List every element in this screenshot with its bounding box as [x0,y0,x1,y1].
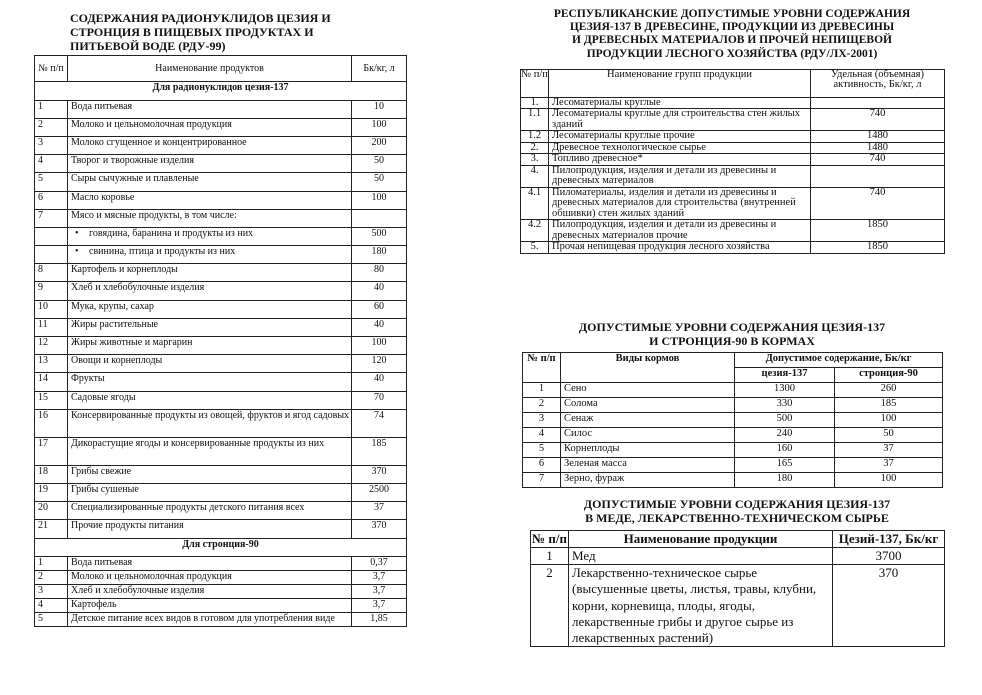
title-line: ПРОДУКЦИИ ЛЕСНОГО ХОЗЯЙСТВА (РДУ/ЛХ-2001) [586,47,878,60]
row-number: 2 [35,118,68,136]
row-group: Пиломатериалы, изделия и детали из древесины и древесных материалов для строительства (внутренней обшивки) стен жилых зданий [549,187,811,220]
row-product: Молоко сгущенное и концентрированное [68,136,352,154]
row-value: 100 [352,191,407,209]
row-feed: Солома [561,397,735,412]
row-number: 18 [35,465,68,483]
table-row [35,282,407,300]
row-number [35,227,68,245]
row-value: 180 [352,246,407,264]
table-row [35,300,407,318]
row-number: 9 [35,282,68,300]
header-group: Наименование групп продукции [549,69,811,97]
row-number: 16 [35,409,68,437]
title-line: И СТРОНЦИЯ-90 В КОРМАХ [649,333,815,348]
row-number: 1.1 [521,109,549,131]
table-row [35,373,407,391]
row-number: 5. [521,242,549,254]
title-line: РЕСПУБЛИКАНСКИЕ ДОПУСТИМЫЕ УРОВНИ СОДЕРЖАНИЯ [553,8,911,20]
title-line: ПИТЬЕВОЙ ВОДЕ (РДУ-99) [70,38,226,53]
table-row [35,337,407,355]
row-group: Пилопродукция, изделия и детали из древесины и древесных материалов прочие [549,220,811,242]
row-number: 10 [35,300,68,318]
row-product: Специализированные продукты детского питания всех [68,502,352,520]
row-product: Мясо и мясные продукты, в том числе: [68,209,352,227]
row-value: 3,7 [352,598,407,612]
row-product: • свинина, птица и продукты из них [68,246,352,264]
row-group: Прочая непищевая продукция лесного хозяйства [549,242,811,254]
feed-table-title [522,321,942,349]
row-value: 3,7 [352,570,407,584]
header-product: Наименование продуктов [68,56,352,82]
section-cesium: Для радионуклидов цезия-137 [35,82,407,100]
row-value: 1480 [811,142,945,154]
row-feed: Зеленая масса [561,457,735,472]
table-row [521,142,945,154]
row-product: Мука, крупы, сахар [68,300,352,318]
wood-table-title [520,8,944,61]
table-row [35,209,407,227]
row-number: 5 [35,173,68,191]
header-cesium: цезия-137 [735,367,835,382]
row-strontium: 185 [835,397,943,412]
row-strontium: 37 [835,442,943,457]
row-product: Вода питьевая [68,556,352,570]
row-number: 4 [35,155,68,173]
table-row [35,409,407,437]
header-product: Наименование продукции [569,530,833,547]
row-group: Лесоматериалы круглые прочие [549,131,811,143]
row-number: 2 [531,565,569,647]
table-row [35,556,407,570]
row-number: 8 [35,264,68,282]
title-line: И ДРЕВЕСНЫХ МАТЕРИАЛОВ И ПРОЧЕЙ НЕПИЩЕВОЙ [572,34,892,47]
honey-table [530,530,945,648]
table-row [35,227,407,245]
table-row [35,612,407,626]
table-row [521,165,945,187]
row-value: 1,85 [352,612,407,626]
row-number: 1 [35,556,68,570]
row-number: 1.2 [521,131,549,143]
row-value [352,209,407,227]
table-row [35,502,407,520]
row-strontium: 260 [835,382,943,397]
header-feed-type: Виды кормов [561,352,735,382]
honey-table-title [530,498,944,526]
table-row [523,472,943,487]
row-product: Мед [569,547,833,564]
table-row [531,565,945,647]
row-strontium: 100 [835,412,943,427]
table-row [523,457,943,472]
row-feed: Сено [561,382,735,397]
row-number: 2. [521,142,549,154]
table-row [35,584,407,598]
table-row [523,412,943,427]
row-number: 12 [35,337,68,355]
row-value: 120 [352,355,407,373]
table-row [35,355,407,373]
table-row [35,100,407,118]
row-strontium: 37 [835,457,943,472]
header-activity: Удельная (объемная) активность, Бк/кг, л [811,69,945,97]
row-value: 40 [352,318,407,336]
row-product: Прочие продукты питания [68,520,352,538]
table-row [35,598,407,612]
row-value: 1850 [811,220,945,242]
row-number: 1. [521,97,549,109]
row-product: Грибы свежие [68,465,352,483]
row-number: 15 [35,391,68,409]
row-product: Дикорастущие ягоды и консервированные продукты из них [68,437,352,465]
row-value: 80 [352,264,407,282]
row-cesium: 330 [735,397,835,412]
row-feed: Силос [561,427,735,442]
row-value: 200 [352,136,407,154]
row-value: 40 [352,282,407,300]
row-cesium: 165 [735,457,835,472]
row-number: 3. [521,154,549,166]
row-product: Хлеб и хлебобулочные изделия [68,282,352,300]
table-row [35,570,407,584]
row-product: Консервированные продукты из овощей, фруктов и ягод садовых [68,409,352,437]
table-row [521,242,945,254]
table-row [35,191,407,209]
row-number: 14 [35,373,68,391]
row-value: 370 [833,565,945,647]
table-row [35,246,407,264]
row-product: Жиры растительные [68,318,352,336]
table-row [35,391,407,409]
row-product: Овощи и корнеплоды [68,355,352,373]
table-row [523,382,943,397]
title-line: В МЕДЕ, ЛЕКАРСТВЕННО-ТЕХНИЧЕСКОМ СЫРЬЕ [585,510,889,525]
table-row [523,442,943,457]
row-cesium: 160 [735,442,835,457]
feed-table-block [522,321,942,488]
row-product: Лекарственно-техническое сырье (высушенные цветы, листья, травы, клубни, корни, корневища, плоды, ягоды, лекарственные грибы и другое сырье из лекарственных растений) [569,565,833,647]
table-row [35,136,407,154]
header-number: № п/п [521,69,549,97]
row-value [811,97,945,109]
title-line: ДОПУСТИМЫЕ УРОВНИ СОДЕРЖАНИЯ ЦЕЗИЯ-137 [583,497,891,511]
row-number: 6 [523,457,561,472]
row-feed: Корнеплоды [561,442,735,457]
row-value: 10 [352,100,407,118]
row-value: 2500 [352,483,407,501]
table-row [521,109,945,131]
table-row [35,318,407,336]
row-number: 4 [35,598,68,612]
table-row [523,397,943,412]
row-value: 74 [352,409,407,437]
honey-table-block [530,498,944,647]
row-product: Картофель и корнеплоды [68,264,352,282]
row-value: 0,37 [352,556,407,570]
food-table-title [62,12,406,53]
row-product: Детское питание всех видов в готовом для употребления виде [68,612,352,626]
row-cesium: 1300 [735,382,835,397]
row-group: Топливо древесное* [549,154,811,166]
header-number: № п/п [35,56,68,82]
row-product: Вода питьевая [68,100,352,118]
row-strontium: 50 [835,427,943,442]
row-number: 3 [35,136,68,154]
table-row [521,187,945,220]
row-value: 100 [352,118,407,136]
table-row [35,465,407,483]
row-number: 6 [35,191,68,209]
table-row [521,131,945,143]
row-number: 4 [523,427,561,442]
row-value: 50 [352,173,407,191]
row-product: Садовые ягоды [68,391,352,409]
wood-table-block [520,8,944,254]
header-number: № п/п [523,352,561,382]
row-feed: Зерно, фураж [561,472,735,487]
header-strontium: стронция-90 [835,367,943,382]
row-value: 740 [811,109,945,131]
row-product: • говядина, баранина и продукты из них [68,227,352,245]
row-value: 500 [352,227,407,245]
row-value: 1480 [811,131,945,143]
row-product: Сыры сычужные и плавленые [68,173,352,191]
header-unit: Бк/кг, л [352,56,407,82]
row-value: 740 [811,154,945,166]
table-row [521,97,945,109]
row-number: 2 [35,570,68,584]
section-strontium: Для стронция-90 [35,538,407,556]
table-row [35,173,407,191]
row-group: Пилопродукция, изделия и детали из древесины и древесных материалов [549,165,811,187]
row-number: 17 [35,437,68,465]
title-line: СОДЕРЖАНИЯ РАДИОНУКЛИДОВ ЦЕЗИЯ И [70,11,331,25]
table-row [35,520,407,538]
row-value: 60 [352,300,407,318]
row-product: Фрукты [68,373,352,391]
row-product: Грибы сушеные [68,483,352,501]
row-number: 4. [521,165,549,187]
row-value: 50 [352,155,407,173]
header-allowed: Допустимое содержание, Бк/кг [735,352,943,367]
row-value: 40 [352,373,407,391]
food-table [34,55,407,626]
row-number: 7 [35,209,68,227]
row-number: 11 [35,318,68,336]
row-number: 21 [35,520,68,538]
row-cesium: 240 [735,427,835,442]
row-value: 3700 [833,547,945,564]
row-value: 185 [352,437,407,465]
row-value: 70 [352,391,407,409]
row-number: 4.1 [521,187,549,220]
row-feed: Сенаж [561,412,735,427]
row-number: 2 [523,397,561,412]
row-value: 37 [352,502,407,520]
row-value: 1850 [811,242,945,254]
row-product: Картофель [68,598,352,612]
row-number: 5 [35,612,68,626]
row-product: Молоко и цельномолочная продукция [68,570,352,584]
table-row [531,547,945,564]
feed-table [522,352,943,488]
table-row [521,220,945,242]
row-group: Древесное технологическое сырье [549,142,811,154]
row-value: 370 [352,520,407,538]
wood-table [520,69,945,254]
radionuclide-food-table-block [34,12,406,627]
row-strontium: 100 [835,472,943,487]
row-product: Молоко и цельномолочная продукция [68,118,352,136]
title-line: СТРОНЦИЯ В ПИЩЕВЫХ ПРОДУКТАХ И [70,24,314,39]
table-row [35,118,407,136]
table-row [523,427,943,442]
title-line: ЦЕЗИЯ-137 В ДРЕВЕСИНЕ, ПРОДУКЦИИ ИЗ ДРЕВЕСИНЫ [569,21,895,34]
row-number: 20 [35,502,68,520]
row-product: Творог и творожные изделия [68,155,352,173]
table-row [35,483,407,501]
row-cesium: 180 [735,472,835,487]
header-number: № п/п [532,530,567,546]
row-product: Масло коровье [68,191,352,209]
section-row [35,538,407,556]
row-number: 13 [35,355,68,373]
table-row [35,155,407,173]
row-value: 3,7 [352,584,407,598]
row-number: 7 [523,472,561,487]
row-number: 3 [35,584,68,598]
row-value [811,165,945,187]
row-value: 740 [811,187,945,220]
row-number: 5 [523,442,561,457]
row-number: 1 [531,547,569,564]
table-row [35,437,407,465]
row-product: Хлеб и хлебобулочные изделия [68,584,352,598]
row-number: 19 [35,483,68,501]
table-row [35,264,407,282]
row-number [35,246,68,264]
row-product: Жиры животные и маргарин [68,337,352,355]
row-number: 3 [523,412,561,427]
row-cesium: 500 [735,412,835,427]
row-value: 100 [352,337,407,355]
row-value: 370 [352,465,407,483]
header-cesium: Цезий-137, Бк/кг [833,530,945,547]
table-row [521,154,945,166]
row-group: Лесоматериалы круглые [549,97,811,109]
row-number: 1 [523,382,561,397]
row-number: 4.2 [521,220,549,242]
row-number: 1 [35,100,68,118]
row-group: Лесоматериалы круглые для строительства стен жилых зданий [549,109,811,131]
title-line: ДОПУСТИМЫЕ УРОВНИ СОДЕРЖАНИЯ ЦЕЗИЯ-137 [578,320,886,334]
